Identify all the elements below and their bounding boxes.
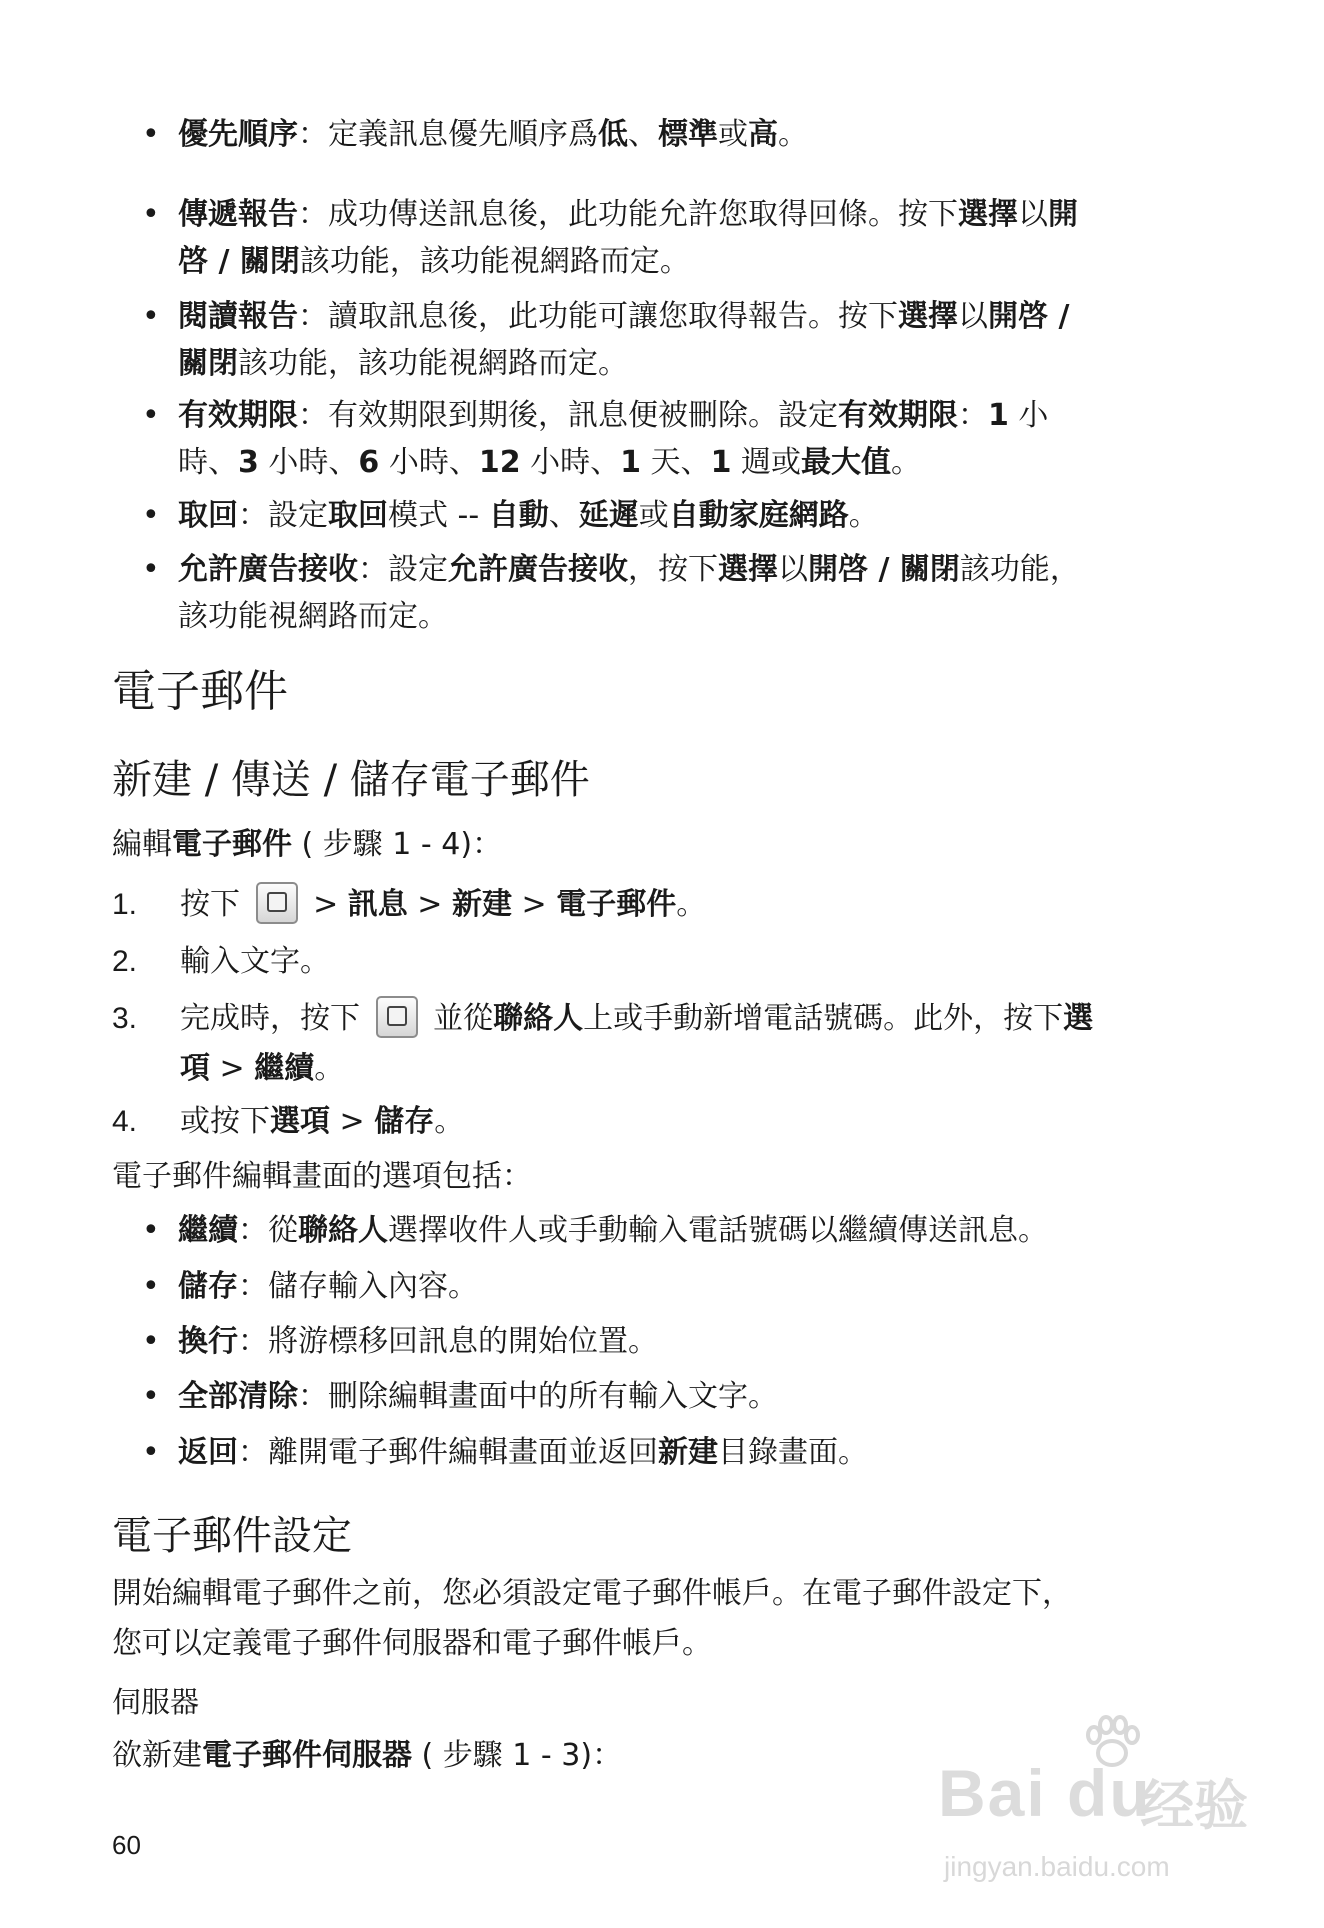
bold-term: 選 xyxy=(1063,1001,1094,1036)
bold-term: 有效期限 xyxy=(838,398,958,433)
step-text: 或按下選項 > 儲存。 xyxy=(180,1104,465,1139)
bold-term: 12 xyxy=(478,445,521,480)
bullet-icon: • xyxy=(142,197,160,232)
bold-term: 高 xyxy=(748,117,778,152)
watermark-logo: Bai du xyxy=(938,1756,1152,1830)
bold-term: 允許廣告接收 xyxy=(448,552,628,587)
bullet-icon: • xyxy=(142,299,160,334)
bullet-term: 有效期限 xyxy=(178,398,298,433)
bullet-icon: • xyxy=(142,1435,160,1470)
step-number: 2. xyxy=(112,945,138,978)
bullet-term: 閱讀報告 xyxy=(178,299,298,334)
server-title: 伺服器 xyxy=(112,1685,200,1719)
bold-term: 1 xyxy=(710,445,732,480)
bold-term: 繼續 xyxy=(254,1051,315,1086)
bullet-icon: • xyxy=(142,1324,160,1359)
step-text: 完成時，按下 並從聯絡人上或手動新增電話號碼。此外，按下選 項 > 繼續。 xyxy=(180,994,1170,1094)
bold-term: 1 xyxy=(988,398,1009,433)
bold-term: 取回 xyxy=(328,498,388,533)
bullet-term: 優先順序 xyxy=(178,117,298,152)
watermark-cn: 经验 xyxy=(1140,1774,1248,1837)
bullet-term: 儲存 xyxy=(178,1269,238,1304)
bold-term: 3 xyxy=(238,445,259,480)
bold-term: 開啓 / xyxy=(988,299,1070,334)
step-text: 按下 > 訊息 > 新建 > 電子郵件。 xyxy=(180,880,1170,930)
bullet-item: • 全部清除：刪除編輯畫面中的所有輸入文字。 xyxy=(178,1373,1168,1420)
bold-term: 最大值 xyxy=(800,445,891,480)
bullet-icon: • xyxy=(142,117,160,152)
bullet-item: • 閱讀報告：讀取訊息後，此功能可讓您取得報告。按下選擇以開啓 / 關閉該功能，該功能視網路而定。 xyxy=(178,293,1168,387)
bullet-item: • 繼續：從聯絡人選擇收件人或手動輸入電話號碼以繼續傳送訊息。 xyxy=(178,1207,1168,1254)
bold-term: 電子郵件 xyxy=(172,827,292,862)
subsection-title: 新建 / 傳送 / 儲存電子郵件 xyxy=(112,757,590,803)
server-intro: 欲新建電子郵件伺服器 ( 步驟 1 - 3)： xyxy=(112,1738,623,1773)
bold-term: 選擇 xyxy=(898,299,958,334)
bullet-item: • 優先順序：定義訊息優先順序爲低、標準或高。 xyxy=(178,111,1168,158)
bold-term: 聯絡人 xyxy=(493,1001,584,1036)
bullet-icon: • xyxy=(142,1379,160,1414)
step-number: 4. xyxy=(112,1105,138,1138)
menu-key-icon xyxy=(376,996,418,1038)
step-text: 輸入文字。 xyxy=(180,944,330,979)
bold-term: 電子郵件伺服器 xyxy=(202,1738,412,1773)
bold-term: 啓 / 關閉 xyxy=(178,244,300,279)
step-number: 1. xyxy=(112,888,138,921)
bold-term: 選項 xyxy=(270,1104,330,1139)
bold-term: 標準 xyxy=(658,117,718,152)
bullet-item: • 換行：將游標移回訊息的開始位置。 xyxy=(178,1318,1168,1365)
bold-term: 1 xyxy=(620,445,642,480)
bold-term: 選擇 xyxy=(958,197,1018,232)
watermark-url: jingyan.baidu.com xyxy=(944,1851,1170,1882)
baidu-watermark xyxy=(930,1755,1260,1905)
bullet-term: 繼續 xyxy=(178,1213,238,1248)
menu-key-icon xyxy=(256,882,298,924)
bold-term: 儲存 xyxy=(374,1104,435,1139)
bold-term: 聯絡人 xyxy=(298,1213,388,1248)
bullet-icon: • xyxy=(142,398,160,433)
bullet-item: • 儲存：儲存輸入內容。 xyxy=(178,1263,1168,1310)
bold-term: 項 xyxy=(180,1051,210,1086)
step-number: 3. xyxy=(112,1002,138,1035)
settings-paragraph xyxy=(112,1569,1172,1669)
bold-term: 延遲 xyxy=(578,498,639,533)
bullet-icon: • xyxy=(142,1269,160,1304)
bullet-term: 允許廣告接收 xyxy=(178,552,358,587)
bold-term: 訊息 xyxy=(347,887,408,922)
bullet-term: 換行 xyxy=(178,1324,238,1359)
bullet-item: • 有效期限：有效期限到期後，訊息便被刪除。設定有效期限：1 小 時、3 小時、6 小時、12 小時、1 天、1 週或最大值。 xyxy=(178,392,1168,486)
settings-paragraph-line: 開始編輯電子郵件之前，您必須設定電子郵件帳戶。在電子郵件設定下， xyxy=(112,1576,1072,1611)
bullet-term: 傳遞報告 xyxy=(178,197,298,232)
bullet-item: • 返回：離開電子郵件編輯畫面並返回新建目錄畫面。 xyxy=(178,1429,1168,1476)
bold-term: 6 xyxy=(358,445,380,480)
bold-term: 開 xyxy=(1048,197,1078,232)
section-title: 電子郵件 xyxy=(112,666,288,717)
bullet-term: 全部清除 xyxy=(178,1379,298,1414)
settings-paragraph-line: 您可以定義電子郵件伺服器和電子郵件帳戶。 xyxy=(112,1626,712,1661)
bold-term: 選擇 xyxy=(718,552,778,587)
steps-intro: 編輯電子郵件 ( 步驟 1 - 4)： xyxy=(112,827,503,862)
bold-term: 新建 xyxy=(658,1435,718,1470)
bold-term: 低 xyxy=(598,117,628,152)
bold-term: 開啓 / 關閉 xyxy=(808,552,960,587)
bullet-icon: • xyxy=(142,1213,160,1248)
bold-term: 關閉 xyxy=(178,346,238,381)
bold-term: 自動家庭網路 xyxy=(668,498,849,533)
bold-term: 電子郵件 xyxy=(556,887,677,922)
bold-term: 新建 xyxy=(451,887,512,922)
bold-term: 自動 xyxy=(488,498,549,533)
bullet-term: 取回 xyxy=(178,498,238,533)
bullet-icon: • xyxy=(142,498,160,533)
settings-title: 電子郵件設定 xyxy=(112,1513,352,1559)
bullet-icon: • xyxy=(142,552,160,587)
bullet-item: • 傳遞報告：成功傳送訊息後，此功能允許您取得回條。按下選擇以開 啓 / 關閉該功能，該功能視網路而定。 xyxy=(178,191,1168,285)
bullet-item: • 取回：設定取回模式 -- 自動、延遲或自動家庭網路。 xyxy=(178,492,1168,539)
bullet-term: 返回 xyxy=(178,1435,238,1470)
page-number: 60 xyxy=(112,1830,141,1860)
bullet-item: • 允許廣告接收：設定允許廣告接收，按下選擇以開啓 / 關閉該功能， 該功能視網路而定。 xyxy=(178,546,1168,640)
options-intro: 電子郵件編輯畫面的選項包括： xyxy=(112,1159,532,1194)
